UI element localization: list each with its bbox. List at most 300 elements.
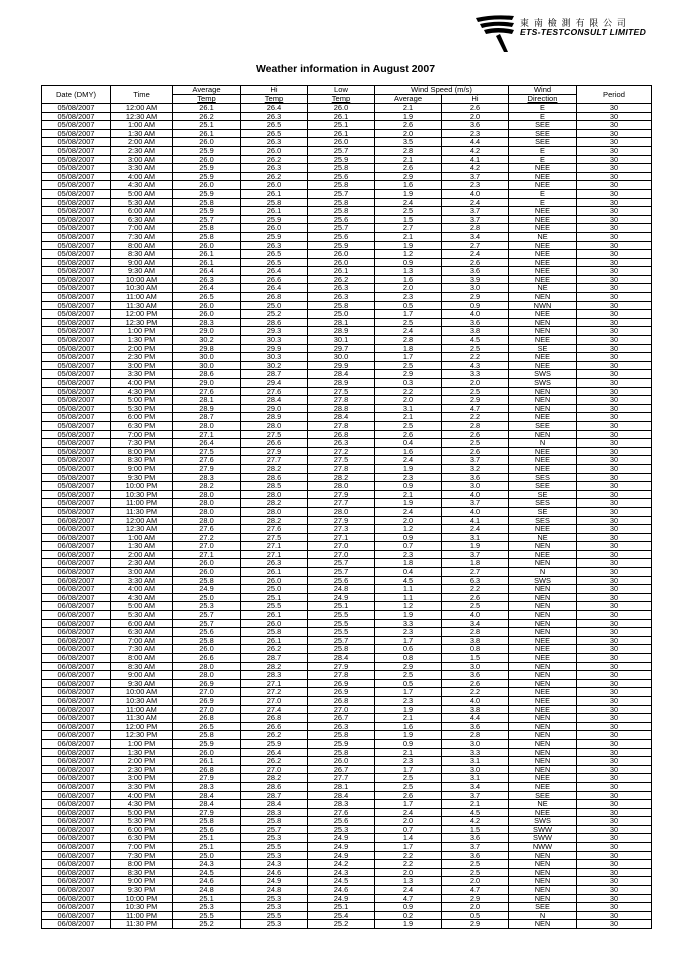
header-low-temp-bottom: Temp bbox=[308, 95, 375, 104]
avg-temp-cell: 25.9 bbox=[173, 207, 241, 216]
table-row bbox=[42, 189, 652, 198]
table-row bbox=[42, 284, 652, 293]
wind-avg-cell: 2.2 bbox=[375, 860, 442, 869]
table-row bbox=[42, 370, 652, 379]
avg-temp-cell: 27.9 bbox=[173, 774, 241, 783]
time-cell: 6:00 AM bbox=[111, 207, 173, 216]
hi-temp-cell: 30.2 bbox=[241, 361, 308, 370]
low-temp-cell: 24.6 bbox=[308, 886, 375, 895]
wind-avg-cell: 2.1 bbox=[375, 748, 442, 757]
time-cell: 9:30 PM bbox=[111, 473, 173, 482]
wind-direction-cell: SES bbox=[509, 499, 577, 508]
date-cell: 05/08/2007 bbox=[42, 370, 111, 379]
avg-temp-cell: 26.4 bbox=[173, 284, 241, 293]
wind-direction-cell: E bbox=[509, 104, 577, 113]
wind-direction-cell: NEN bbox=[509, 611, 577, 620]
hi-temp-cell: 27.2 bbox=[241, 688, 308, 697]
date-cell: 06/08/2007 bbox=[42, 877, 111, 886]
low-temp-cell: 24.8 bbox=[308, 585, 375, 594]
avg-temp-cell: 26.9 bbox=[173, 679, 241, 688]
hi-temp-cell: 26.2 bbox=[241, 645, 308, 654]
hi-temp-cell: 26.6 bbox=[241, 722, 308, 731]
date-cell: 06/08/2007 bbox=[42, 748, 111, 757]
wind-hi-cell: 2.2 bbox=[442, 353, 509, 362]
time-cell: 4:30 AM bbox=[111, 181, 173, 190]
avg-temp-cell: 24.5 bbox=[173, 868, 241, 877]
hi-temp-cell: 29.3 bbox=[241, 327, 308, 336]
period-cell: 30 bbox=[577, 413, 652, 422]
avg-temp-cell: 25.9 bbox=[173, 146, 241, 155]
time-cell: 9:00 PM bbox=[111, 877, 173, 886]
low-temp-cell: 25.1 bbox=[308, 602, 375, 611]
avg-temp-cell: 28.0 bbox=[173, 662, 241, 671]
wind-avg-cell: 0.7 bbox=[375, 825, 442, 834]
hi-temp-cell: 26.5 bbox=[241, 258, 308, 267]
wind-avg-cell: 1.8 bbox=[375, 344, 442, 353]
wind-hi-cell: 4.5 bbox=[442, 808, 509, 817]
table-row bbox=[42, 851, 652, 860]
table-row bbox=[42, 894, 652, 903]
avg-temp-cell: 27.0 bbox=[173, 542, 241, 551]
table-row bbox=[42, 782, 652, 791]
time-cell: 8:00 AM bbox=[111, 241, 173, 250]
table-row bbox=[42, 576, 652, 585]
low-temp-cell: 27.0 bbox=[308, 550, 375, 559]
hi-temp-cell: 26.1 bbox=[241, 636, 308, 645]
low-temp-cell: 24.5 bbox=[308, 877, 375, 886]
wind-direction-cell: NEE bbox=[509, 181, 577, 190]
time-cell: 10:00 PM bbox=[111, 482, 173, 491]
time-cell: 9:30 AM bbox=[111, 267, 173, 276]
hi-temp-cell: 26.0 bbox=[241, 224, 308, 233]
wind-direction-cell: NEE bbox=[509, 688, 577, 697]
period-cell: 30 bbox=[577, 138, 652, 147]
date-cell: 06/08/2007 bbox=[42, 731, 111, 740]
hi-temp-cell: 28.2 bbox=[241, 662, 308, 671]
period-cell: 30 bbox=[577, 447, 652, 456]
header-wind-dir-bottom: Direction bbox=[509, 95, 577, 104]
hi-temp-cell: 25.9 bbox=[241, 739, 308, 748]
wind-direction-cell: NEN bbox=[509, 430, 577, 439]
avg-temp-cell: 28.0 bbox=[173, 421, 241, 430]
header-avg-temp-top: Average bbox=[173, 86, 241, 95]
avg-temp-cell: 26.0 bbox=[173, 559, 241, 568]
table-row bbox=[42, 129, 652, 138]
wind-direction-cell: NEE bbox=[509, 172, 577, 181]
avg-temp-cell: 25.8 bbox=[173, 576, 241, 585]
wind-avg-cell: 1.1 bbox=[375, 593, 442, 602]
date-cell: 05/08/2007 bbox=[42, 421, 111, 430]
date-cell: 06/08/2007 bbox=[42, 602, 111, 611]
time-cell: 11:30 PM bbox=[111, 920, 173, 929]
date-cell: 05/08/2007 bbox=[42, 267, 111, 276]
period-cell: 30 bbox=[577, 688, 652, 697]
period-cell: 30 bbox=[577, 585, 652, 594]
low-temp-cell: 28.4 bbox=[308, 654, 375, 663]
table-row bbox=[42, 774, 652, 783]
avg-temp-cell: 27.6 bbox=[173, 387, 241, 396]
time-cell: 6:30 PM bbox=[111, 421, 173, 430]
avg-temp-cell: 25.0 bbox=[173, 851, 241, 860]
time-cell: 8:30 AM bbox=[111, 662, 173, 671]
date-cell: 05/08/2007 bbox=[42, 336, 111, 345]
time-cell: 10:00 AM bbox=[111, 688, 173, 697]
wind-avg-cell: 0.5 bbox=[375, 301, 442, 310]
low-temp-cell: 30.0 bbox=[308, 353, 375, 362]
wind-direction-cell: NEE bbox=[509, 808, 577, 817]
time-cell: 11:00 PM bbox=[111, 499, 173, 508]
low-temp-cell: 28.1 bbox=[308, 782, 375, 791]
time-cell: 2:30 AM bbox=[111, 559, 173, 568]
table-row bbox=[42, 344, 652, 353]
wind-avg-cell: 0.9 bbox=[375, 903, 442, 912]
wind-hi-cell: 4.0 bbox=[442, 507, 509, 516]
date-cell: 06/08/2007 bbox=[42, 636, 111, 645]
wind-direction-cell: NEE bbox=[509, 258, 577, 267]
wind-direction-cell: NEN bbox=[509, 739, 577, 748]
hi-temp-cell: 26.2 bbox=[241, 155, 308, 164]
wind-avg-cell: 1.9 bbox=[375, 611, 442, 620]
date-cell: 05/08/2007 bbox=[42, 430, 111, 439]
wind-hi-cell: 2.9 bbox=[442, 894, 509, 903]
time-cell: 12:30 PM bbox=[111, 731, 173, 740]
period-cell: 30 bbox=[577, 456, 652, 465]
date-cell: 06/08/2007 bbox=[42, 920, 111, 929]
hi-temp-cell: 28.4 bbox=[241, 800, 308, 809]
period-cell: 30 bbox=[577, 628, 652, 637]
table-row bbox=[42, 507, 652, 516]
low-temp-cell: 26.0 bbox=[308, 250, 375, 259]
hi-temp-cell: 25.0 bbox=[241, 301, 308, 310]
table-row bbox=[42, 430, 652, 439]
wind-avg-cell: 0.7 bbox=[375, 542, 442, 551]
table-row bbox=[42, 421, 652, 430]
hi-temp-cell: 25.3 bbox=[241, 894, 308, 903]
wind-hi-cell: 3.0 bbox=[442, 284, 509, 293]
low-temp-cell: 25.9 bbox=[308, 241, 375, 250]
avg-temp-cell: 25.9 bbox=[173, 164, 241, 173]
date-cell: 06/08/2007 bbox=[42, 568, 111, 577]
wind-hi-cell: 4.0 bbox=[442, 310, 509, 319]
hi-temp-cell: 28.2 bbox=[241, 516, 308, 525]
time-cell: 1:30 PM bbox=[111, 336, 173, 345]
table-row bbox=[42, 224, 652, 233]
hi-temp-cell: 26.0 bbox=[241, 576, 308, 585]
period-cell: 30 bbox=[577, 146, 652, 155]
time-cell: 2:30 PM bbox=[111, 353, 173, 362]
wind-avg-cell: 0.5 bbox=[375, 679, 442, 688]
table-row bbox=[42, 387, 652, 396]
hi-temp-cell: 25.3 bbox=[241, 834, 308, 843]
table-row bbox=[42, 602, 652, 611]
low-temp-cell: 28.9 bbox=[308, 327, 375, 336]
hi-temp-cell: 26.4 bbox=[241, 104, 308, 113]
wind-direction-cell: NEN bbox=[509, 851, 577, 860]
low-temp-cell: 25.1 bbox=[308, 121, 375, 130]
wind-direction-cell: NEE bbox=[509, 275, 577, 284]
low-temp-cell: 25.7 bbox=[308, 568, 375, 577]
date-cell: 06/08/2007 bbox=[42, 645, 111, 654]
table-row bbox=[42, 903, 652, 912]
low-temp-cell: 26.0 bbox=[308, 757, 375, 766]
time-cell: 6:00 PM bbox=[111, 413, 173, 422]
table-row bbox=[42, 705, 652, 714]
hi-temp-cell: 26.3 bbox=[241, 164, 308, 173]
wind-hi-cell: 2.3 bbox=[442, 129, 509, 138]
period-cell: 30 bbox=[577, 361, 652, 370]
hi-temp-cell: 26.3 bbox=[241, 138, 308, 147]
hi-temp-cell: 26.0 bbox=[241, 181, 308, 190]
avg-temp-cell: 26.0 bbox=[173, 155, 241, 164]
header-wind-hi: Hi bbox=[442, 95, 509, 104]
wind-avg-cell: 1.7 bbox=[375, 688, 442, 697]
table-row bbox=[42, 138, 652, 147]
wind-direction-cell: SWS bbox=[509, 379, 577, 388]
time-cell: 10:30 PM bbox=[111, 490, 173, 499]
table-row bbox=[42, 241, 652, 250]
time-cell: 4:00 AM bbox=[111, 585, 173, 594]
wind-avg-cell: 2.4 bbox=[375, 456, 442, 465]
time-cell: 4:30 AM bbox=[111, 593, 173, 602]
date-cell: 05/08/2007 bbox=[42, 284, 111, 293]
period-cell: 30 bbox=[577, 353, 652, 362]
time-cell: 2:00 AM bbox=[111, 550, 173, 559]
table-row bbox=[42, 645, 652, 654]
table-row bbox=[42, 172, 652, 181]
wind-direction-cell: SEE bbox=[509, 138, 577, 147]
wind-hi-cell: 1.5 bbox=[442, 654, 509, 663]
avg-temp-cell: 26.0 bbox=[173, 138, 241, 147]
header-date: Date (DMY) bbox=[42, 86, 111, 104]
table-row bbox=[42, 490, 652, 499]
wind-hi-cell: 3.9 bbox=[442, 275, 509, 284]
wind-hi-cell: 3.8 bbox=[442, 327, 509, 336]
date-cell: 05/08/2007 bbox=[42, 207, 111, 216]
low-temp-cell: 27.6 bbox=[308, 808, 375, 817]
wind-hi-cell: 3.8 bbox=[442, 636, 509, 645]
period-cell: 30 bbox=[577, 774, 652, 783]
wind-avg-cell: 2.4 bbox=[375, 808, 442, 817]
time-cell: 3:30 AM bbox=[111, 576, 173, 585]
wind-avg-cell: 1.9 bbox=[375, 499, 442, 508]
wind-direction-cell: NEE bbox=[509, 654, 577, 663]
company-name-cn: 東 南 檢 測 有 限 公 司 bbox=[520, 19, 628, 29]
wind-direction-cell: E bbox=[509, 112, 577, 121]
wind-hi-cell: 2.1 bbox=[442, 800, 509, 809]
period-cell: 30 bbox=[577, 602, 652, 611]
low-temp-cell: 25.6 bbox=[308, 232, 375, 241]
low-temp-cell: 28.4 bbox=[308, 791, 375, 800]
avg-temp-cell: 26.0 bbox=[173, 645, 241, 654]
wind-direction-cell: SES bbox=[509, 516, 577, 525]
wind-avg-cell: 1.7 bbox=[375, 843, 442, 852]
date-cell: 06/08/2007 bbox=[42, 886, 111, 895]
period-cell: 30 bbox=[577, 232, 652, 241]
low-temp-cell: 25.0 bbox=[308, 310, 375, 319]
hi-temp-cell: 28.7 bbox=[241, 370, 308, 379]
hi-temp-cell: 28.6 bbox=[241, 473, 308, 482]
avg-temp-cell: 28.6 bbox=[173, 370, 241, 379]
table-row bbox=[42, 636, 652, 645]
hi-temp-cell: 25.5 bbox=[241, 602, 308, 611]
wind-direction-cell: NEN bbox=[509, 894, 577, 903]
date-cell: 06/08/2007 bbox=[42, 654, 111, 663]
low-temp-cell: 25.8 bbox=[308, 731, 375, 740]
wind-avg-cell: 2.4 bbox=[375, 507, 442, 516]
low-temp-cell: 26.1 bbox=[308, 129, 375, 138]
low-temp-cell: 24.9 bbox=[308, 851, 375, 860]
hi-temp-cell: 25.3 bbox=[241, 851, 308, 860]
avg-temp-cell: 25.1 bbox=[173, 121, 241, 130]
wind-avg-cell: 2.1 bbox=[375, 714, 442, 723]
period-cell: 30 bbox=[577, 894, 652, 903]
hi-temp-cell: 26.2 bbox=[241, 731, 308, 740]
table-row bbox=[42, 860, 652, 869]
date-cell: 06/08/2007 bbox=[42, 525, 111, 534]
avg-temp-cell: 27.6 bbox=[173, 456, 241, 465]
low-temp-cell: 26.0 bbox=[308, 138, 375, 147]
date-cell: 05/08/2007 bbox=[42, 138, 111, 147]
wind-avg-cell: 1.3 bbox=[375, 877, 442, 886]
wind-direction-cell: SEE bbox=[509, 482, 577, 491]
period-cell: 30 bbox=[577, 748, 652, 757]
avg-temp-cell: 25.1 bbox=[173, 834, 241, 843]
wind-avg-cell: 2.9 bbox=[375, 370, 442, 379]
date-cell: 06/08/2007 bbox=[42, 808, 111, 817]
wind-hi-cell: 2.5 bbox=[442, 439, 509, 448]
period-cell: 30 bbox=[577, 525, 652, 534]
low-temp-cell: 29.9 bbox=[308, 361, 375, 370]
date-cell: 05/08/2007 bbox=[42, 327, 111, 336]
time-cell: 5:00 PM bbox=[111, 808, 173, 817]
date-cell: 06/08/2007 bbox=[42, 662, 111, 671]
low-temp-cell: 27.8 bbox=[308, 671, 375, 680]
hi-temp-cell: 24.3 bbox=[241, 860, 308, 869]
hi-temp-cell: 25.8 bbox=[241, 628, 308, 637]
wind-avg-cell: 2.0 bbox=[375, 129, 442, 138]
wind-avg-cell: 1.2 bbox=[375, 525, 442, 534]
time-cell: 11:00 AM bbox=[111, 293, 173, 302]
table-row bbox=[42, 396, 652, 405]
low-temp-cell: 28.0 bbox=[308, 507, 375, 516]
wind-avg-cell: 3.3 bbox=[375, 619, 442, 628]
time-cell: 12:30 AM bbox=[111, 112, 173, 121]
table-row bbox=[42, 550, 652, 559]
wind-hi-cell: 2.2 bbox=[442, 585, 509, 594]
period-cell: 30 bbox=[577, 464, 652, 473]
time-cell: 11:30 AM bbox=[111, 714, 173, 723]
hi-temp-cell: 25.3 bbox=[241, 920, 308, 929]
wind-avg-cell: 2.6 bbox=[375, 791, 442, 800]
table-row bbox=[42, 293, 652, 302]
period-cell: 30 bbox=[577, 258, 652, 267]
wind-direction-cell: SE bbox=[509, 507, 577, 516]
wind-hi-cell: 2.5 bbox=[442, 387, 509, 396]
table-row bbox=[42, 164, 652, 173]
wind-direction-cell: NEN bbox=[509, 748, 577, 757]
time-cell: 7:00 AM bbox=[111, 224, 173, 233]
time-cell: 3:00 AM bbox=[111, 568, 173, 577]
table-row bbox=[42, 155, 652, 164]
period-cell: 30 bbox=[577, 207, 652, 216]
wind-hi-cell: 3.1 bbox=[442, 757, 509, 766]
low-temp-cell: 25.6 bbox=[308, 576, 375, 585]
table-row bbox=[42, 748, 652, 757]
time-cell: 11:30 PM bbox=[111, 507, 173, 516]
wind-avg-cell: 1.9 bbox=[375, 464, 442, 473]
period-cell: 30 bbox=[577, 800, 652, 809]
hi-temp-cell: 25.8 bbox=[241, 817, 308, 826]
hi-temp-cell: 26.1 bbox=[241, 611, 308, 620]
hi-temp-cell: 27.9 bbox=[241, 447, 308, 456]
date-cell: 06/08/2007 bbox=[42, 739, 111, 748]
avg-temp-cell: 26.4 bbox=[173, 267, 241, 276]
hi-temp-cell: 25.2 bbox=[241, 310, 308, 319]
hi-temp-cell: 27.1 bbox=[241, 679, 308, 688]
time-cell: 3:30 PM bbox=[111, 782, 173, 791]
hi-temp-cell: 24.8 bbox=[241, 886, 308, 895]
low-temp-cell: 28.9 bbox=[308, 379, 375, 388]
low-temp-cell: 30.1 bbox=[308, 336, 375, 345]
wind-direction-cell: N bbox=[509, 439, 577, 448]
avg-temp-cell: 26.0 bbox=[173, 568, 241, 577]
hi-temp-cell: 25.9 bbox=[241, 215, 308, 224]
table-row bbox=[42, 696, 652, 705]
header-time: Time bbox=[111, 86, 173, 104]
wind-hi-cell: 3.6 bbox=[442, 722, 509, 731]
time-cell: 8:00 PM bbox=[111, 447, 173, 456]
avg-temp-cell: 28.4 bbox=[173, 800, 241, 809]
table-row bbox=[42, 800, 652, 809]
wind-direction-cell: NEE bbox=[509, 224, 577, 233]
wind-hi-cell: 3.2 bbox=[442, 464, 509, 473]
avg-temp-cell: 25.5 bbox=[173, 911, 241, 920]
wind-avg-cell: 2.5 bbox=[375, 361, 442, 370]
wind-avg-cell: 2.5 bbox=[375, 774, 442, 783]
wind-hi-cell: 4.1 bbox=[442, 155, 509, 164]
wind-direction-cell: NEE bbox=[509, 696, 577, 705]
avg-temp-cell: 26.0 bbox=[173, 241, 241, 250]
wind-hi-cell: 6.3 bbox=[442, 576, 509, 585]
wind-direction-cell: NEE bbox=[509, 241, 577, 250]
wind-avg-cell: 2.4 bbox=[375, 327, 442, 336]
table-row bbox=[42, 353, 652, 362]
date-cell: 05/08/2007 bbox=[42, 112, 111, 121]
header-low-temp-top: Low bbox=[308, 86, 375, 95]
avg-temp-cell: 28.0 bbox=[173, 507, 241, 516]
wind-hi-cell: 1.9 bbox=[442, 542, 509, 551]
time-cell: 3:00 PM bbox=[111, 774, 173, 783]
hi-temp-cell: 26.1 bbox=[241, 568, 308, 577]
wind-avg-cell: 2.7 bbox=[375, 224, 442, 233]
time-cell: 9:30 AM bbox=[111, 679, 173, 688]
time-cell: 8:00 AM bbox=[111, 654, 173, 663]
wind-direction-cell: SEE bbox=[509, 791, 577, 800]
hi-temp-cell: 28.0 bbox=[241, 421, 308, 430]
wind-direction-cell: SE bbox=[509, 490, 577, 499]
period-cell: 30 bbox=[577, 215, 652, 224]
wind-hi-cell: 3.4 bbox=[442, 232, 509, 241]
date-cell: 06/08/2007 bbox=[42, 911, 111, 920]
low-temp-cell: 25.2 bbox=[308, 920, 375, 929]
wind-direction-cell: NEE bbox=[509, 464, 577, 473]
hi-temp-cell: 27.1 bbox=[241, 550, 308, 559]
period-cell: 30 bbox=[577, 911, 652, 920]
time-cell: 2:00 AM bbox=[111, 138, 173, 147]
date-cell: 05/08/2007 bbox=[42, 224, 111, 233]
header-avg-temp-bottom: Temp bbox=[173, 95, 241, 104]
wind-direction-cell: SWW bbox=[509, 825, 577, 834]
